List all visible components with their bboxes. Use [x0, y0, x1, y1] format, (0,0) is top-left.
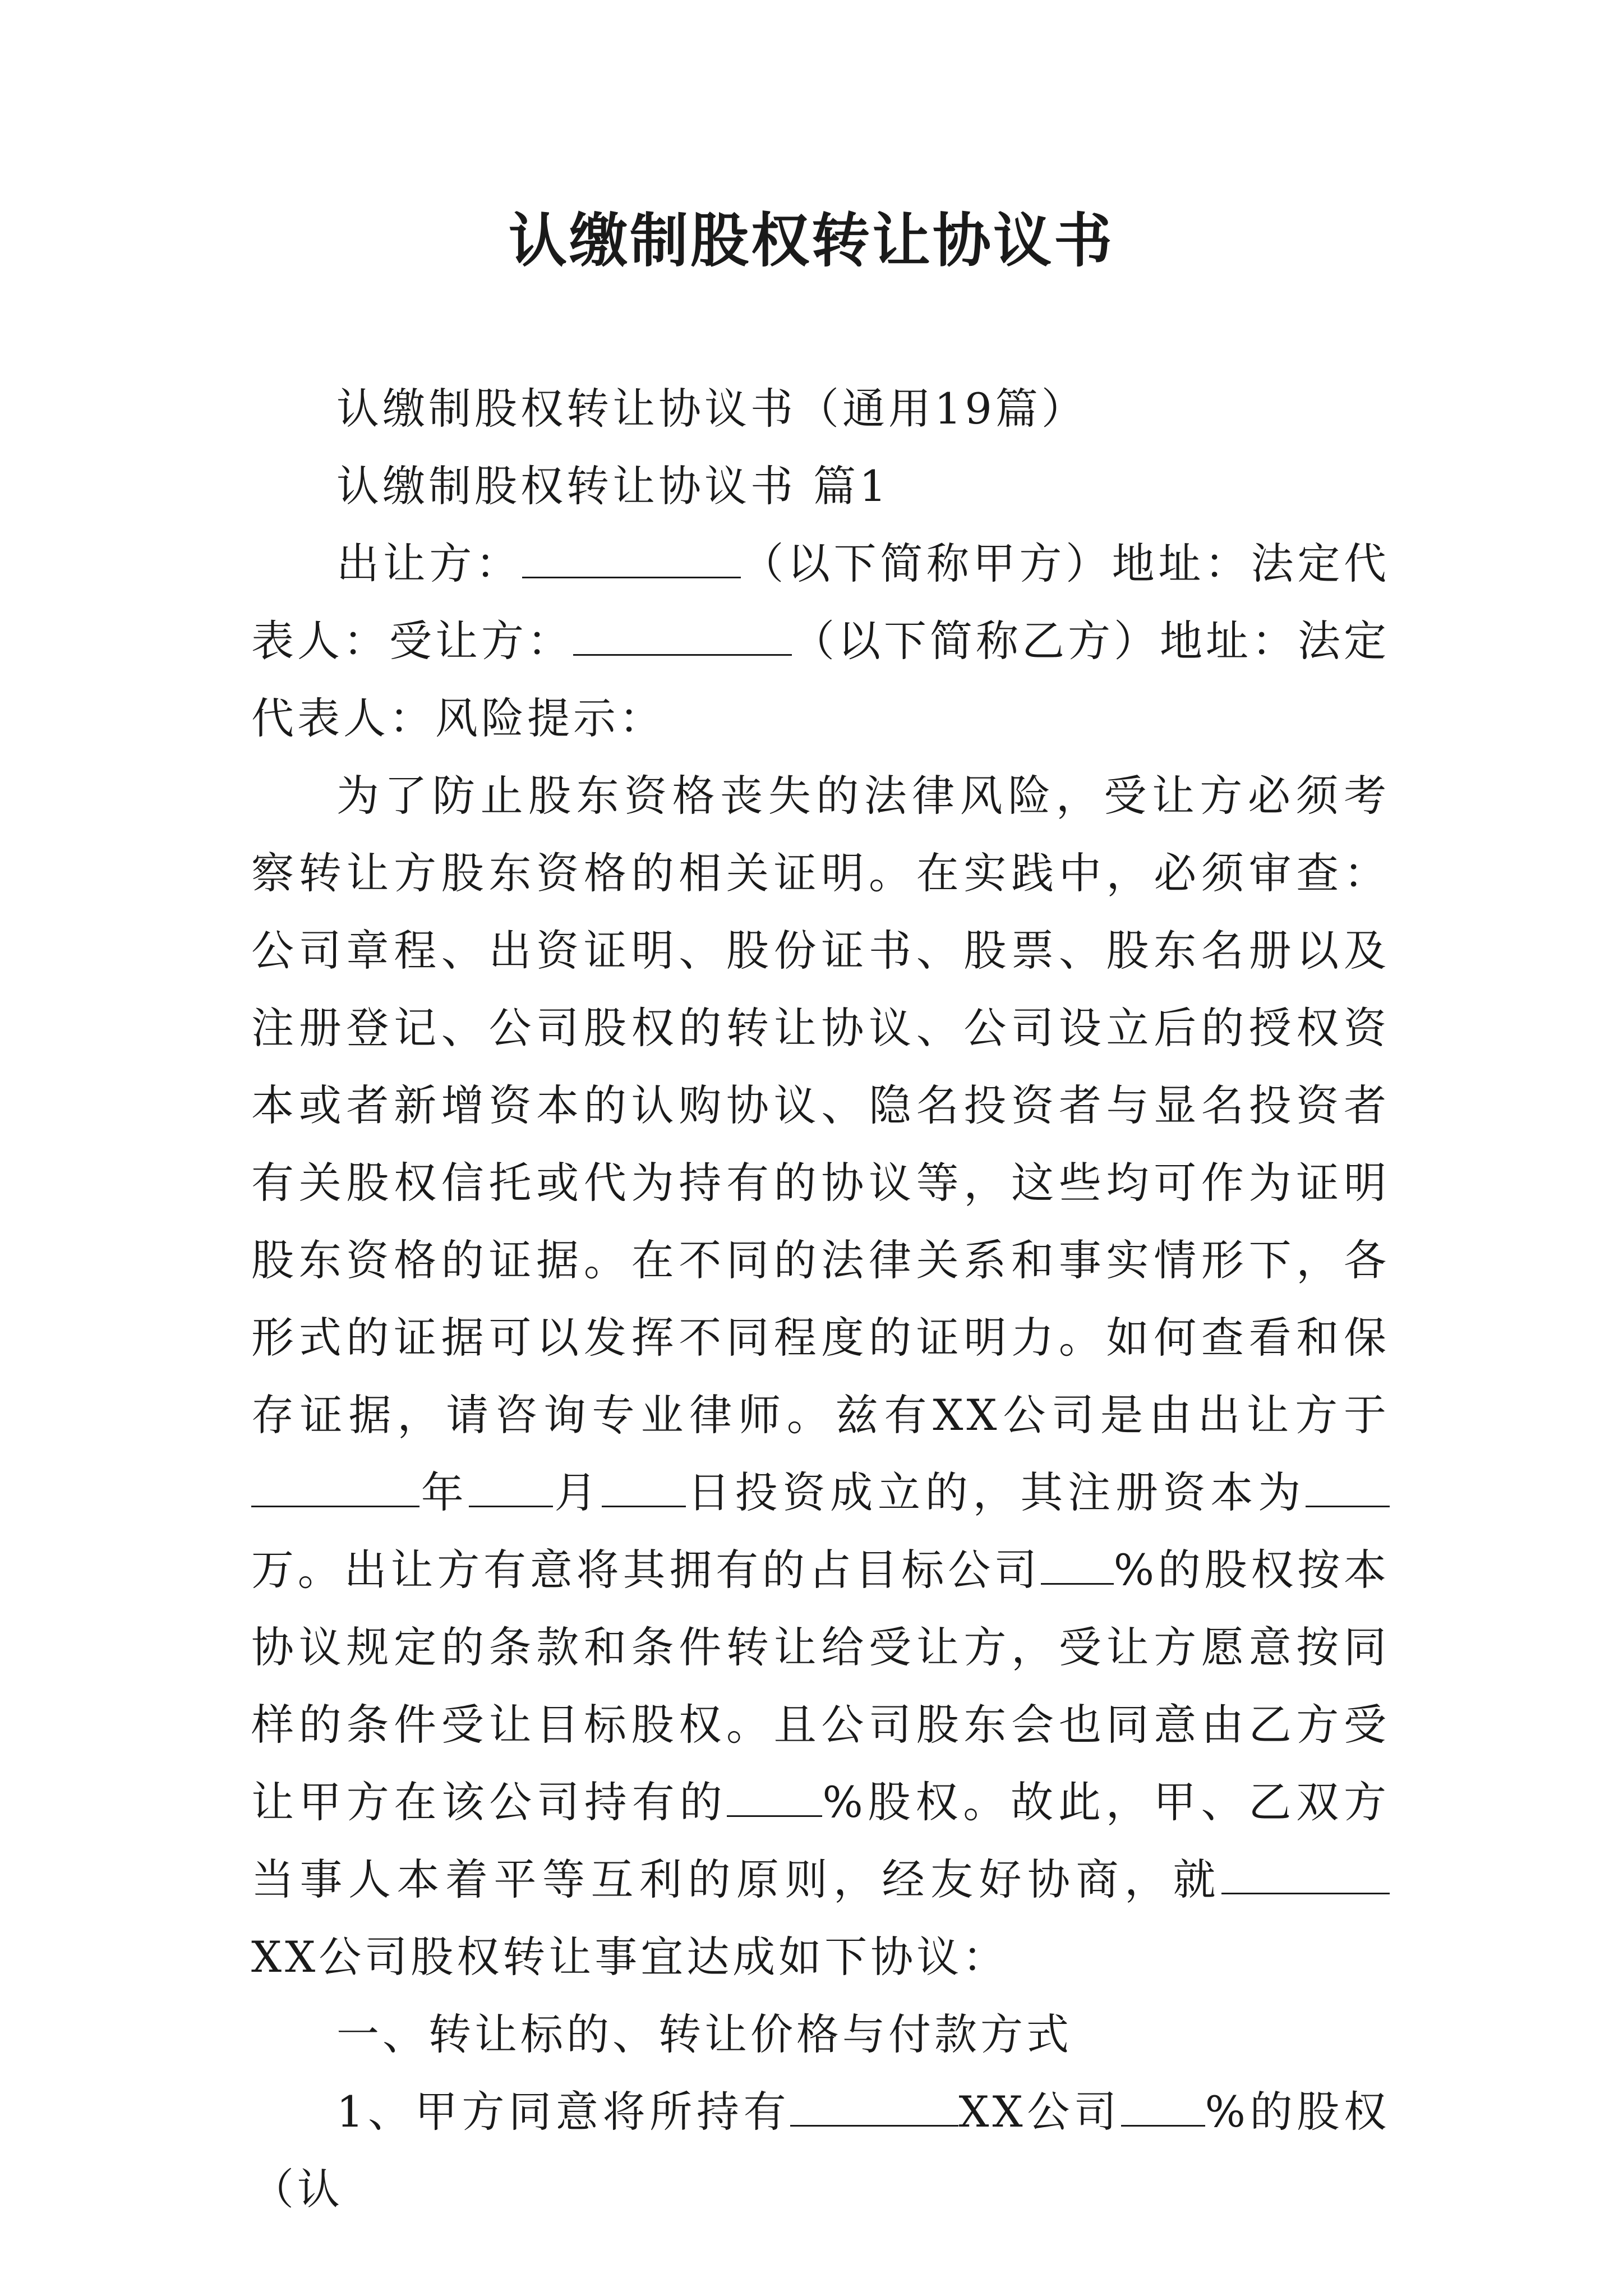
day-text: 日投资成立的，其注册资本为: [686, 1467, 1306, 1517]
clause-1: [251, 2073, 1390, 2228]
end-text: XX公司股权转让事宜达成如下协议：: [251, 1932, 1009, 1982]
clause-1-suffix: %的股权（认: [251, 2087, 1390, 2214]
share-pct2-blank: [727, 1780, 822, 1817]
clause-1-holder-blank: [790, 2090, 958, 2127]
pct2-text: %股权。故此，甲、乙双方当事人本着平等互利的原则，经友好协商，就: [251, 1777, 1390, 1904]
clause-1-company: XX公司: [958, 2087, 1121, 2137]
risk-text: 为了防止股东资格丧失的法律风险，受让方必须考察转让方股东资格的相关证明。在实践中，必须审查：公司章程、出资证明、股份证书、股票、股东名册以及注册登记、公司股权的转让协议、公司设立后的授权资本或者新增资本的认购协议、隐名投资者与显名投资者有关股权信托或代为持有的协议等，这些均可作为证明股东资格的证据。在不同的法律关系和事实情形下，各形式的证据可以发挥不同程度的证明力。如何查看和保存证据，请咨询专业律师。兹有XX公司是由出让方于: [251, 771, 1390, 1440]
pct-text: %的股权按本协议规定的条款和条件转让给受让方，受让方愿意按同样的条件受让目标股权。且公司股东会也同意由乙方受让甲方在该公司持有的: [251, 1545, 1390, 1827]
transferor-blank: [522, 542, 741, 578]
transferee-blank: [573, 619, 792, 656]
transferee-suffix: （以下简称乙方）地址：法定代表人：风险提示：: [251, 616, 1390, 743]
date-day-blank: [602, 1471, 686, 1507]
company-name-blank: [1221, 1858, 1390, 1894]
parties-paragraph: [251, 525, 1390, 757]
risk-paragraph: [251, 757, 1390, 1996]
clause-1-pct-blank: [1121, 2090, 1205, 2127]
capital-blank: [1306, 1471, 1390, 1507]
year-label: 年: [419, 1467, 469, 1517]
transferee-label: 受让方：: [389, 616, 573, 666]
article-heading: 一、转让标的、转让价格与付款方式: [336, 2009, 1072, 2059]
subtitle: 认缴制股权转让协议书（通用19篇）: [336, 384, 1087, 434]
month-label: 月: [552, 1467, 602, 1517]
clause-1-prefix: 1、甲方同意将所持有: [336, 2087, 791, 2137]
transferor-suffix: （以下简称甲方）地址：法定代表人：: [251, 539, 1390, 666]
date-month-blank: [469, 1471, 553, 1507]
wan-text: 万。出让方有意将其拥有的占目标公司: [251, 1545, 1041, 1595]
section-heading: 认缴制股权转让协议书 篇1: [336, 461, 890, 511]
document-body: [251, 370, 1390, 2228]
document-title: 认缴制股权转让协议书: [508, 206, 1114, 275]
share-pct-blank: [1041, 1548, 1114, 1585]
date-year-blank: [251, 1471, 419, 1507]
transferor-label: 出让方：: [336, 539, 522, 588]
